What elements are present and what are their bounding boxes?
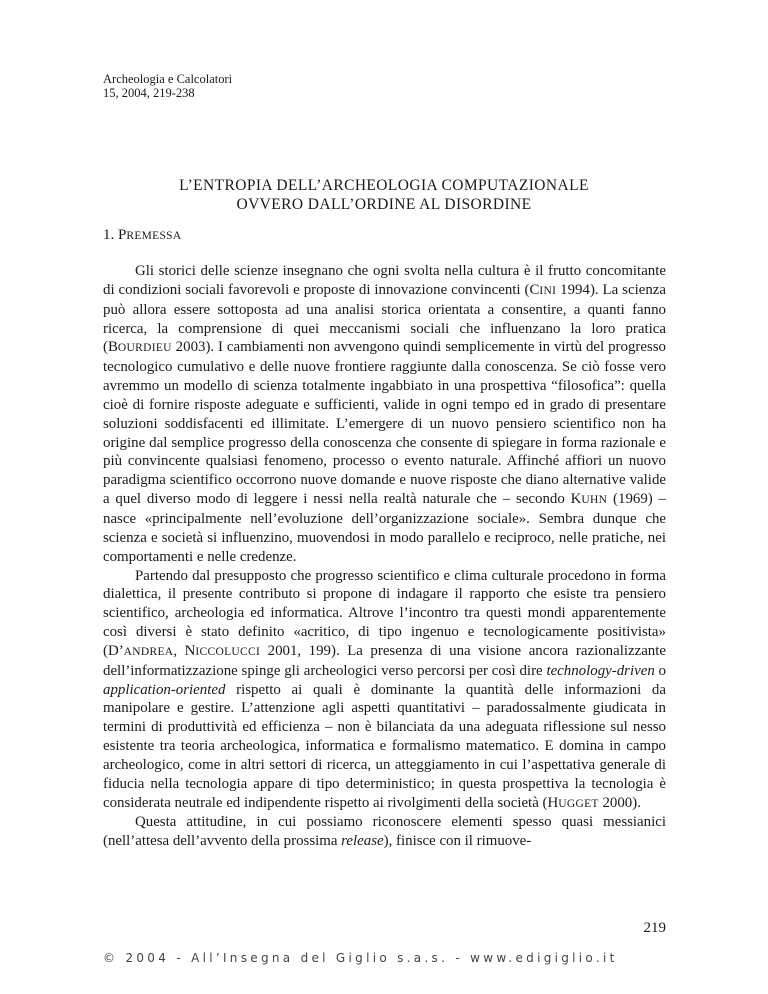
paragraph-segment: B bbox=[107, 339, 118, 356]
paragraph-segment: o bbox=[654, 662, 667, 679]
page-number: 219 bbox=[643, 920, 666, 936]
paragraph-segment: UGGET bbox=[558, 797, 599, 810]
paragraph-segment: H bbox=[547, 794, 559, 811]
paragraph-segment: OURDIEU bbox=[117, 342, 172, 355]
section-title-rest: REMESSA bbox=[126, 230, 182, 242]
section-title-initial: P bbox=[118, 227, 127, 243]
paragraph-segment: release bbox=[341, 833, 384, 850]
copyright-word: © bbox=[103, 951, 119, 965]
section-number: 1. bbox=[103, 227, 118, 243]
article-title-line-2: OVVERO DALL’ORDINE AL DISORDINE bbox=[236, 196, 532, 213]
paragraph-segment: Gli storici delle scienze insegnano che ogni svolta nella cultura è il frutto concomitante di condizioni sociali favorevoli e proposte di innovazione convincenti ( bbox=[103, 263, 666, 298]
paragraph-segment: application-oriented bbox=[103, 681, 226, 698]
copyright-word: del bbox=[300, 951, 329, 965]
paragraph-segment: 2003). I cambiamenti non avvengono quindi semplicemente in virtù del progresso tecnologico cumulativo e delle nuove frontiere raggiunte dalla conoscenza. Se ciò fosse vero avremmo un modello di scienza totalmente ingabbiato in una prospettiva “filosofica”: quella cioè di fornire risposte adeguate e sufficienti, valide in ogni tempo ed in grado di presentare soluzioni soddisfacenti ed illimitate. L’emergere di un nuovo pensiero scientifico non ha origine dal semplice progresso della conoscenza che consente di spiegare in forma razionale e più convincente qualsiasi fenomeno, processo o evento naturale. Affinché affiori un nuovo paradigma scientifico occorrono nuove domande e nuove risposte che diano alternative valide a quel diverso modo di leggere i nessi nella realtà naturale che – secondo bbox=[103, 339, 666, 508]
journal-header bbox=[103, 72, 232, 100]
copyright-word: www.edigiglio.it bbox=[470, 951, 618, 965]
paragraph-segment: rispetto ai quali è dominante la quantità delle informazioni da manipolare e gestire. L’attenzione agli aspetti quantitativi – paradossalmente giudicata in termini di produttività ed efficienza – non è bilanciata da una adeguata riflessione sul nesso esistente tra teoria archeologica, informatica e formalismo matematico. E domina in campo archeologico, come in altri settori di ricerca, un atteggiamento in cui l’aspettativa generale di fiducia nella tecnologia appare di tipo deterministico; in questa prospettiva la tecnologia è considerata neutrale ed indipendente rispetto ai rivolgimenti della società ( bbox=[103, 681, 666, 811]
paragraph-segment: C bbox=[529, 281, 540, 298]
journal-name: Archeologia e Calcolatori bbox=[103, 72, 233, 86]
paragraph-segment: 2000). bbox=[598, 794, 641, 811]
paragraph bbox=[103, 813, 666, 851]
article-title bbox=[0, 176, 768, 214]
paragraph bbox=[103, 262, 666, 567]
article-title-line-1: L’ENTROPIA DELL’ARCHEOLOGIA COMPUTAZIONALE bbox=[179, 177, 589, 194]
copyright-word: s.a.s. bbox=[397, 951, 449, 965]
copyright-word: - bbox=[455, 951, 463, 965]
paragraph-segment: , N bbox=[173, 642, 196, 659]
copyright-word: All’Insegna bbox=[191, 951, 294, 965]
paragraph bbox=[103, 567, 666, 814]
paragraph-segment: 1994). La scienza può allora essere sottoposta ad una analisi storica orientata a consentire, a quanti fanno ricerca, la comprensione di quei meccanismi sociali che influenzano la loro pratica ( bbox=[103, 281, 666, 356]
journal-volume-info: 15, 2004, 219-238 bbox=[103, 86, 195, 100]
section-heading bbox=[103, 227, 182, 244]
copyright-word: Giglio bbox=[335, 951, 390, 965]
paragraph-segment: UHN bbox=[581, 494, 608, 507]
paragraph-segment: 2001, 199). La presenza di una visione ancora razionalizzante dell’informatizzazione spinge gli archeologici verso percorsi per così dire bbox=[103, 642, 666, 679]
copyright-word: 2004 bbox=[125, 951, 170, 965]
paragraph-segment: ICCOLUCCI bbox=[195, 645, 261, 658]
paragraph-segment: ANDREA bbox=[123, 645, 174, 658]
paragraph-segment: INI bbox=[539, 284, 557, 297]
paragraph-segment: Partendo dal presupposto che progresso scientifico e clima culturale procedono in forma dialettica, il presente contributo si propone di indagare il rapporto che esiste tra pensiero scientifico, archeologia ed informatica. Altrove l’incontro tra questi mondi apparentemente così diversi è stato definito «acritico, di tipo ingenuo e tecnologicamente positivista» (D’ bbox=[103, 567, 666, 659]
article-body bbox=[103, 262, 666, 851]
paragraph-segment: ), finisce con il rimuove- bbox=[383, 833, 532, 850]
paragraph-segment: technology-driven bbox=[546, 662, 655, 679]
paragraph-segment: K bbox=[570, 491, 582, 508]
copyright-word: - bbox=[176, 951, 184, 965]
copyright-footer bbox=[103, 951, 666, 967]
paragraph-segment: (1969) – nasce «principalmente nell’evoluzione dell’organizzazione sociale». Sembra dunque che scienza e società si influenzino, muovendosi in modo parallelo e reciproco, nelle pratiche, nei comportamenti e nelle credenze. bbox=[103, 491, 666, 565]
paragraph-segment: Questa attitudine, in cui possiamo riconoscere elementi spesso quasi messianici (nell’attesa dell’avvento della prossima bbox=[103, 814, 666, 850]
